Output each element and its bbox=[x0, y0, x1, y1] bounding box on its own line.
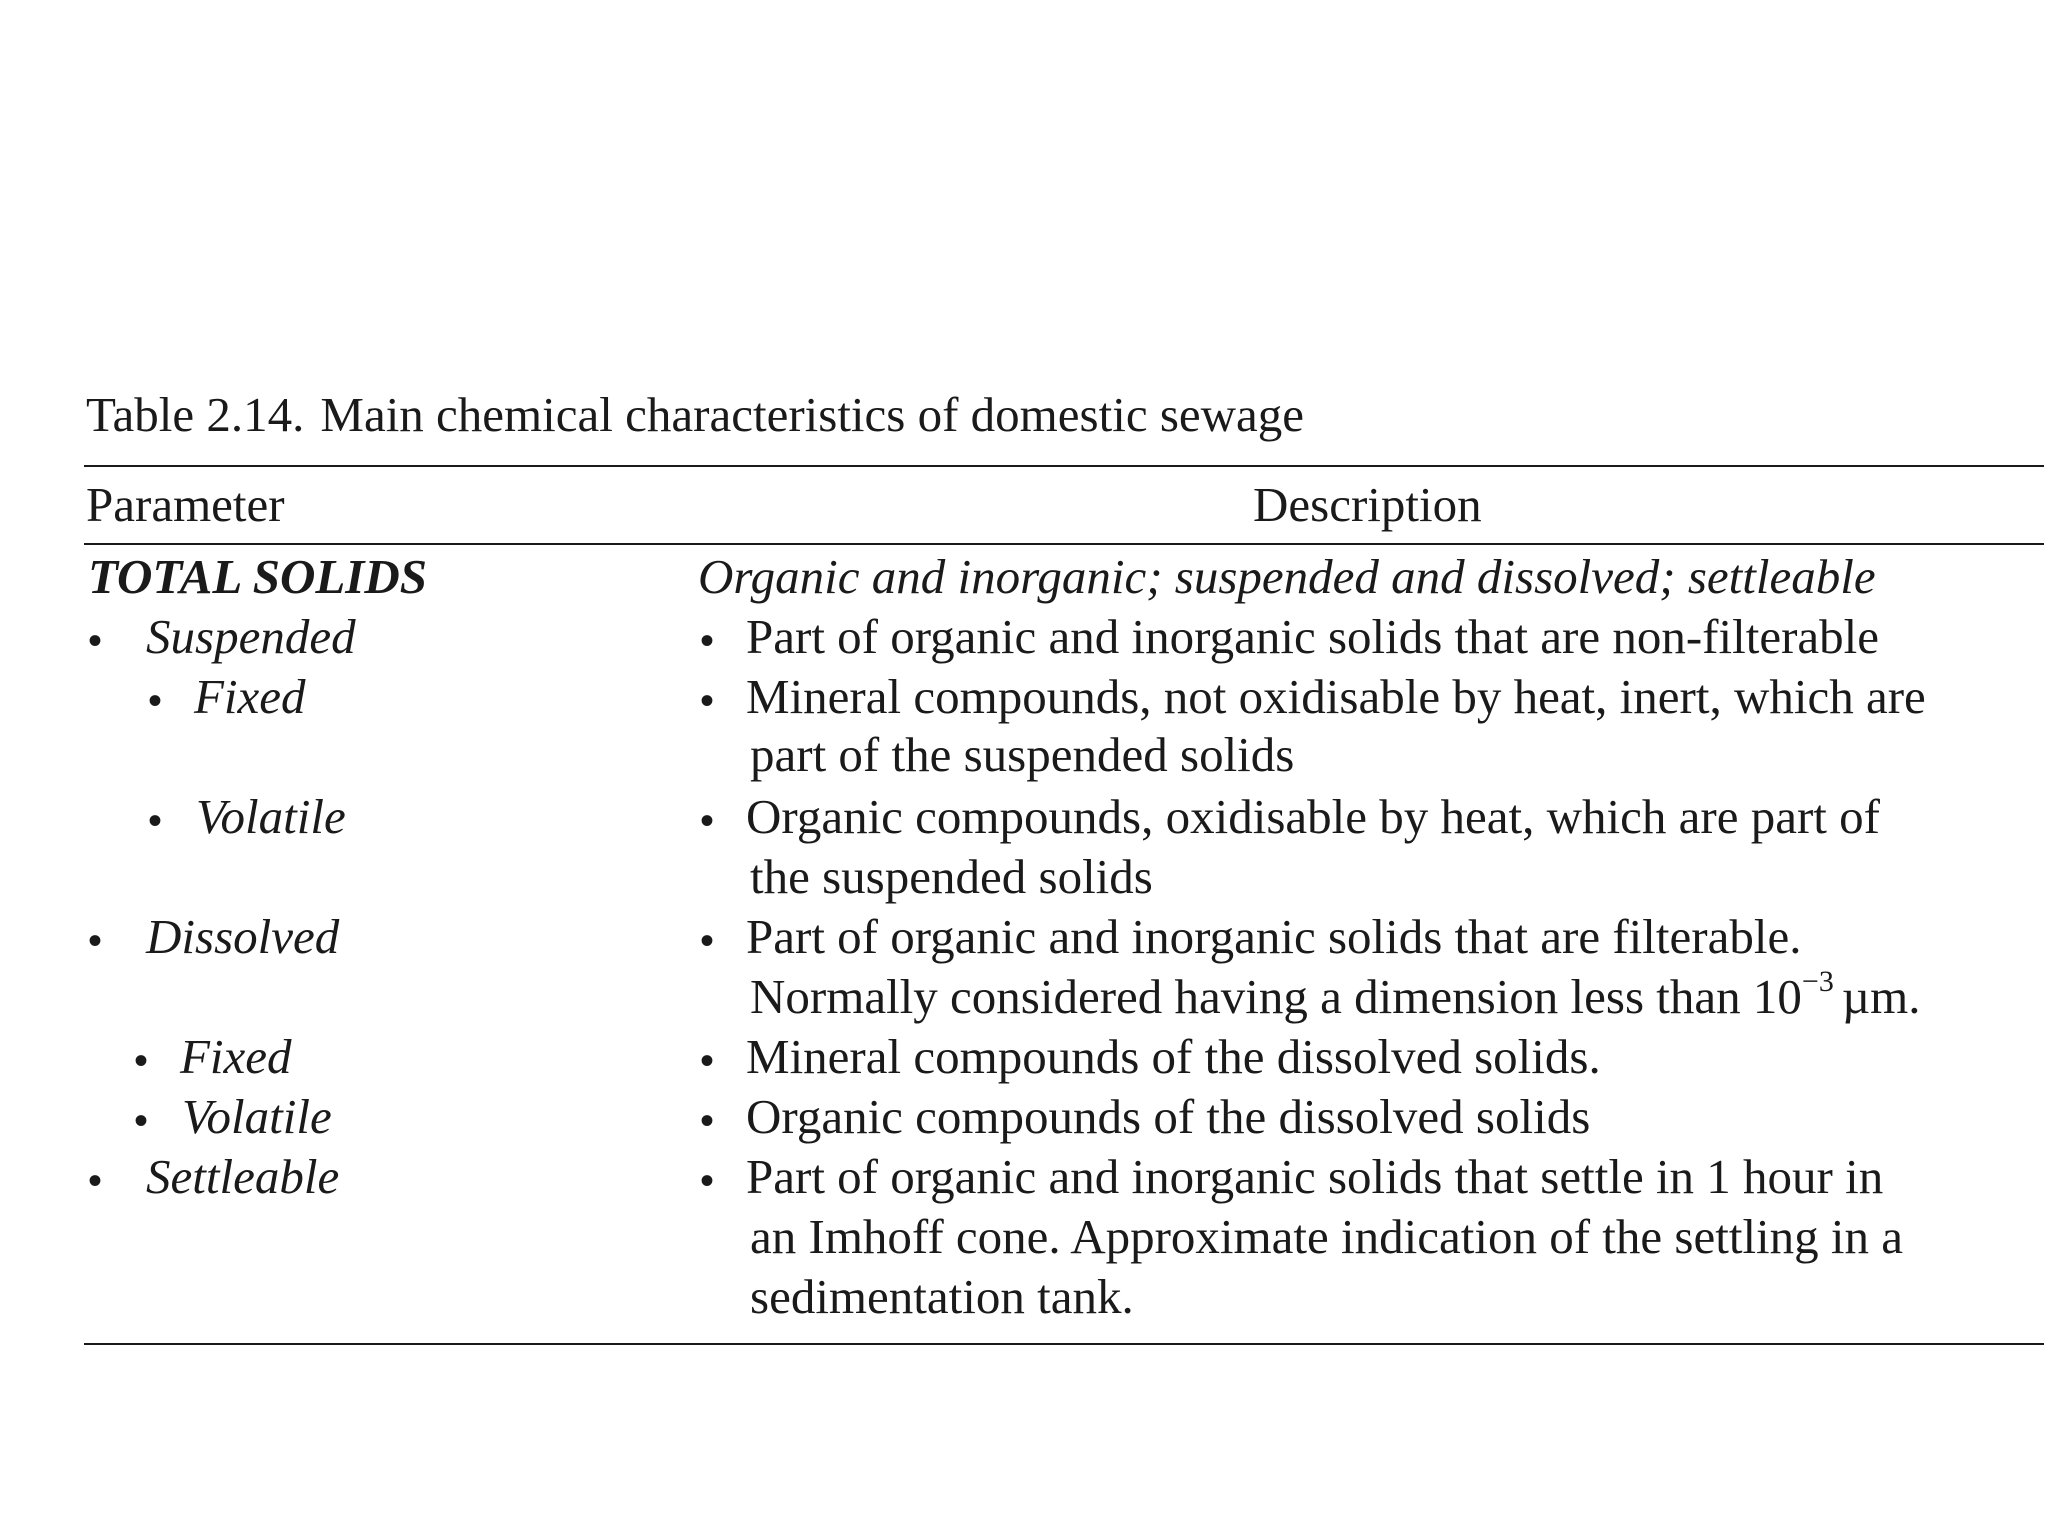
row-description-continuation: sedimentation tank. bbox=[750, 1269, 1134, 1324]
bullet-icon: • bbox=[700, 1098, 715, 1143]
exponent: −3 bbox=[1801, 965, 1834, 998]
row-description: Organic compounds of the dissolved solids bbox=[746, 1089, 1591, 1144]
row-description: Part of organic and inorganic solids that are non-filterable bbox=[746, 609, 1880, 664]
bullet-icon: • bbox=[134, 1098, 149, 1143]
row-parameter: Suspended bbox=[146, 609, 356, 664]
row-description-continuation: an Imhoff cone. Approximate indication of the settling in a bbox=[750, 1209, 1904, 1264]
bullet-icon: • bbox=[134, 1038, 149, 1083]
bullet-icon: • bbox=[148, 678, 163, 723]
row-description: Organic and inorganic; suspended and dissolved; settleable bbox=[698, 549, 1876, 604]
row-description-continuation: the suspended solids bbox=[750, 849, 1153, 904]
bullet-icon: • bbox=[700, 618, 715, 663]
bullet-icon: • bbox=[88, 618, 103, 663]
row-parameter: Fixed bbox=[194, 669, 306, 724]
bullet-icon: • bbox=[700, 1038, 715, 1083]
table-body bbox=[84, 545, 2044, 1343]
table-header bbox=[84, 467, 2044, 543]
bullet-icon: • bbox=[88, 1158, 103, 1203]
unit: µm. bbox=[1841, 969, 1921, 1024]
row-parameter: Volatile bbox=[182, 1089, 332, 1144]
row-description: Mineral compounds, not oxidisable by heat, inert, which are bbox=[746, 669, 1926, 724]
bullet-icon: • bbox=[700, 678, 715, 723]
row-parameter: Settleable bbox=[146, 1149, 340, 1204]
row-description: Mineral compounds of the dissolved solids. bbox=[746, 1029, 1601, 1084]
row-description-continuation: part of the suspended solids bbox=[750, 727, 1295, 782]
row-parameter: TOTAL SOLIDS bbox=[88, 549, 427, 604]
row-parameter: Volatile bbox=[196, 789, 346, 844]
header-parameter: Parameter bbox=[86, 477, 285, 532]
bullet-icon: • bbox=[700, 798, 715, 843]
bullet-icon: • bbox=[88, 918, 103, 963]
row-description: Part of organic and inorganic solids that are filterable. bbox=[746, 909, 1802, 964]
row-parameter: Fixed bbox=[180, 1029, 292, 1084]
bottom-rule bbox=[84, 1343, 2044, 1345]
table bbox=[84, 385, 2044, 1345]
row-description-continuation bbox=[750, 967, 1920, 1027]
row-description: Part of organic and inorganic solids that settle in 1 hour in bbox=[746, 1149, 1884, 1204]
caption-number: Table 2.14. bbox=[86, 387, 305, 442]
bullet-icon: • bbox=[148, 798, 163, 843]
row-parameter: Dissolved bbox=[146, 909, 340, 964]
bullet-icon: • bbox=[700, 918, 715, 963]
header-description: Description bbox=[1253, 477, 1482, 532]
caption-text: Main chemical characteristics of domestic sewage bbox=[320, 387, 1305, 442]
table-caption bbox=[86, 385, 2044, 445]
bullet-icon: • bbox=[700, 1158, 715, 1203]
row-description: Organic compounds, oxidisable by heat, which are part of bbox=[746, 789, 1880, 844]
description-text: Normally considered having a dimension less than 10 bbox=[750, 969, 1802, 1024]
